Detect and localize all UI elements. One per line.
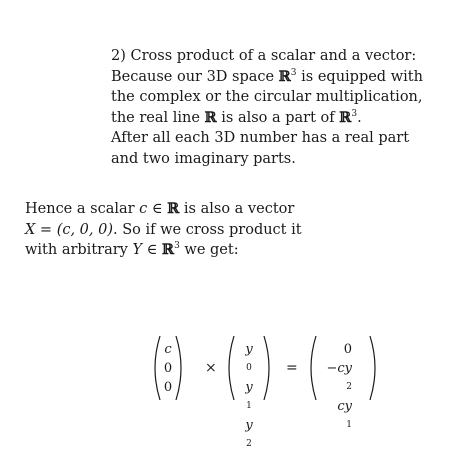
text-line bbox=[111, 67, 423, 88]
text-fragment: we get: bbox=[179, 242, 239, 258]
math-expression: X = (c, 0, 0) bbox=[25, 221, 114, 238]
text-fragment: Hence a scalar bbox=[25, 201, 140, 217]
text-line bbox=[25, 199, 302, 220]
equals-operator: = bbox=[286, 360, 298, 376]
text-line bbox=[25, 220, 302, 241]
result-vector bbox=[306, 334, 380, 430]
text-line: and two imaginary parts. bbox=[111, 150, 296, 167]
superscript: 3 bbox=[174, 241, 180, 251]
math-variable: c bbox=[139, 201, 148, 217]
vector-entry: y 2 bbox=[245, 418, 253, 449]
vector-entry: 0 bbox=[163, 380, 173, 395]
vector-entry: y 0 bbox=[245, 342, 253, 373]
vector-entry: c bbox=[164, 342, 172, 357]
paragraph-scalar-as-vector bbox=[25, 199, 302, 261]
text-line: After all each 3D number has a real part bbox=[111, 130, 410, 146]
text-line bbox=[25, 240, 302, 261]
vector-entry: −cy 2 bbox=[326, 361, 352, 392]
superscript: 3 bbox=[351, 108, 358, 119]
text-fragment: Because our 3D space bbox=[111, 68, 279, 85]
element-of-symbol: ∈ bbox=[151, 201, 163, 217]
cross-product-equation bbox=[150, 334, 390, 449]
text-fragment: . bbox=[357, 109, 362, 126]
text-line: 2) Cross product of a scalar and a vector: bbox=[111, 48, 417, 64]
text-fragment: with arbitrary bbox=[25, 242, 133, 258]
text-line: the complex or the circular multiplication, bbox=[111, 89, 423, 105]
arbitrary-vector-y bbox=[224, 334, 274, 449]
reals-symbol: ℝ bbox=[339, 108, 352, 126]
superscript: 3 bbox=[290, 67, 297, 78]
text-fragment: is equipped with bbox=[296, 68, 423, 85]
times-operator: × bbox=[205, 360, 217, 376]
scalar-vector bbox=[150, 334, 186, 402]
vector-entry: y 1 bbox=[245, 380, 253, 411]
text-fragment: . So if we cross product it bbox=[113, 221, 302, 238]
reals-symbol: ℝ bbox=[204, 108, 217, 126]
vector-entry: cy 1 bbox=[337, 399, 352, 430]
reals-symbol: ℝ bbox=[278, 67, 291, 85]
paragraph-cross-product-intro bbox=[111, 46, 423, 169]
reals-symbol: ℝ bbox=[167, 200, 180, 217]
vector-entry: 0 bbox=[343, 342, 352, 357]
text-line bbox=[111, 108, 423, 129]
text-fragment: is also a vector bbox=[179, 201, 295, 217]
element-of-symbol: ∈ bbox=[146, 242, 158, 258]
vector-entry: 0 bbox=[163, 361, 173, 376]
math-variable: Y bbox=[132, 242, 143, 258]
text-fragment: the real line bbox=[111, 109, 205, 126]
text-fragment: is also a part of bbox=[216, 109, 340, 126]
reals-symbol: ℝ bbox=[162, 241, 175, 258]
